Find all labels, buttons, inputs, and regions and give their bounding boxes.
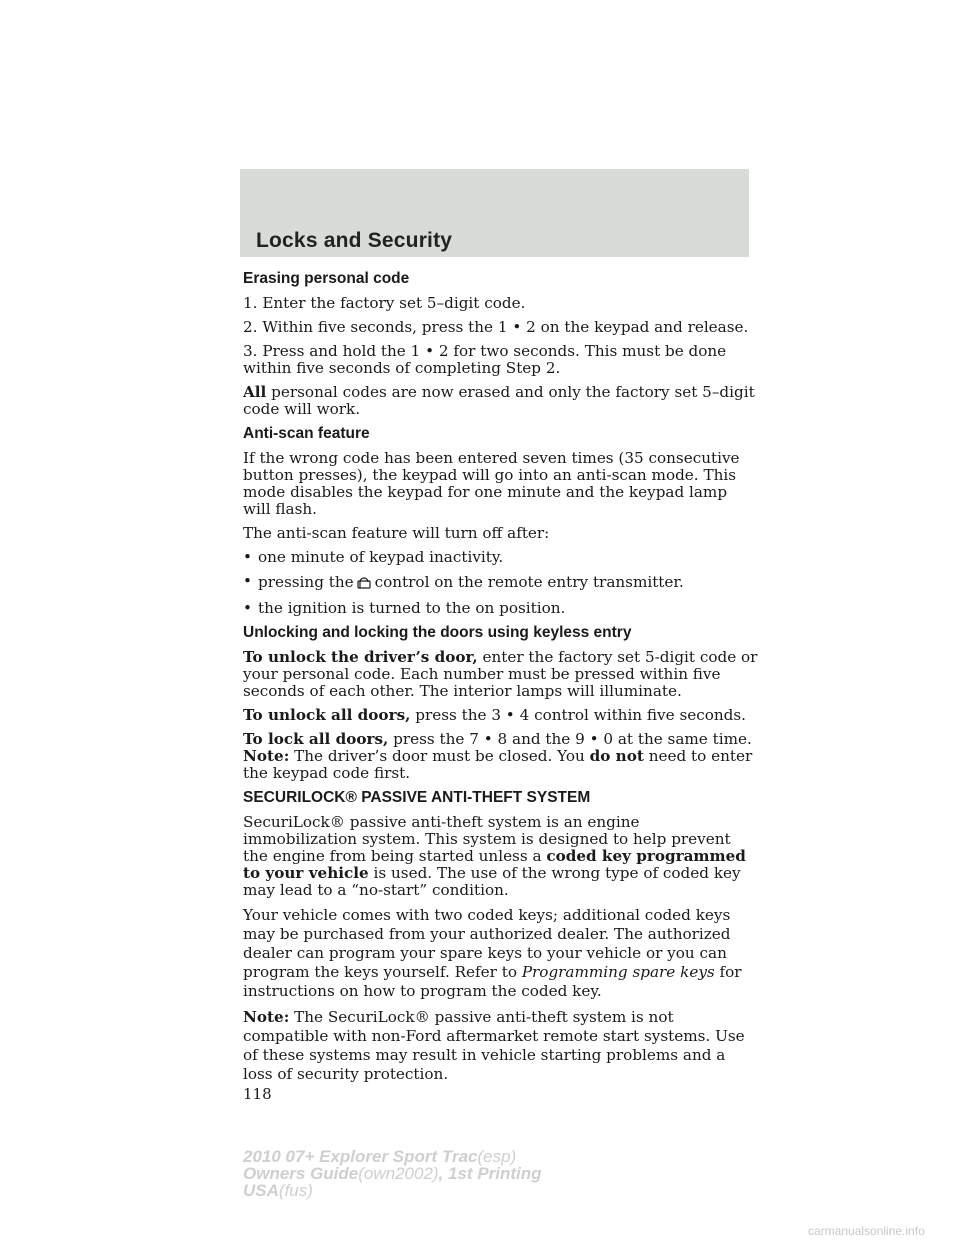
anti-scan-para-2: The anti-scan feature will turn off after: bbox=[243, 524, 550, 542]
bullet-icon: • bbox=[243, 599, 252, 617]
securilock-para-1-text: SecuriLock® passive anti-theft system is an engine immobilization system. This system is designed to help prevent the engine from being started unless a bbox=[243, 813, 731, 865]
keyless-lock-all-text: press the 7 • 8 and the 9 • 0 at the same time. bbox=[388, 730, 752, 748]
watermark: carmanualsonline.info bbox=[808, 1224, 925, 1238]
erasing-result-bold: All bbox=[243, 383, 267, 401]
footer-region-code: (fus) bbox=[278, 1181, 313, 1200]
list-item-text: one minute of keypad inactivity. bbox=[258, 548, 504, 566]
erasing-result-text: personal codes are now erased and only the factory set 5–digit code will work. bbox=[243, 383, 755, 418]
securilock-para-2-text: Your vehicle comes with two coded keys; additional coded keys may be purchased from your authorized dealer. The authorized dealer can program your spare keys to your vehicle or you can program the keys yourself. Refer to bbox=[243, 906, 731, 981]
keyless-unlock-driver-text: enter the factory set 5-digit code or your personal code. Each number must be pressed within five seconds of each other. The interior lamps will illuminate. bbox=[243, 648, 758, 700]
list-item-text: the ignition is turned to the on position. bbox=[258, 599, 566, 617]
programming-spare-keys-reference: Programming spare keys bbox=[521, 963, 715, 981]
page-content bbox=[243, 264, 758, 1091]
securilock-note-label: Note: bbox=[243, 1008, 290, 1026]
heading-keyless-entry: Unlocking and locking the doors using keyless entry bbox=[243, 624, 632, 641]
securilock-note bbox=[243, 1008, 758, 1084]
list-item-text: control on the remote entry transmitter. bbox=[374, 573, 684, 591]
keyless-note bbox=[243, 748, 758, 782]
keyless-note-text-end: need to enter the keypad code first. bbox=[243, 747, 753, 782]
anti-scan-para-1: If the wrong code has been entered seven times (35 consecutive button presses), the keypad will go into an anti-scan mode. This mode disables the keypad for one minute and the keypad lamp will flash. bbox=[243, 449, 740, 518]
securilock-note-text: The SecuriLock® passive anti-theft system is not compatible with non-Ford aftermarket remote start systems. Use of these systems may result in vehicle starting problems and a loss of security protection. bbox=[243, 1008, 745, 1083]
erasing-result bbox=[243, 384, 758, 418]
footer-line-model bbox=[243, 1148, 542, 1165]
footer-line-region bbox=[243, 1182, 542, 1199]
keyless-note-emphasis: do not bbox=[589, 747, 644, 765]
heading-erasing-code: Erasing personal code bbox=[243, 270, 410, 287]
unlock-remote-icon bbox=[356, 573, 372, 593]
footer-model-code: (esp) bbox=[477, 1147, 517, 1166]
list-item-text: pressing the bbox=[258, 573, 354, 591]
keyless-lock-all-bold: To lock all doors, bbox=[243, 730, 389, 748]
page-number: 118 bbox=[243, 1085, 272, 1103]
heading-anti-scan: Anti-scan feature bbox=[243, 425, 370, 442]
securilock-para-2-text-end: for instructions on how to program the coded key. bbox=[243, 963, 742, 1000]
keyless-unlock-driver bbox=[243, 649, 758, 700]
list-item bbox=[243, 549, 758, 566]
footer-model: 2010 07+ Explorer Sport Trac bbox=[243, 1147, 478, 1166]
footer-region: USA bbox=[243, 1181, 279, 1200]
securilock-para-1-bold: coded key programmed to your vehicle bbox=[243, 847, 746, 882]
anti-scan-list bbox=[243, 549, 758, 617]
print-footer bbox=[243, 1148, 542, 1199]
erasing-step-1: 1. Enter the factory set 5–digit code. bbox=[243, 294, 526, 312]
footer-line-guide bbox=[243, 1165, 542, 1182]
keyless-note-text: The driver’s door must be closed. You bbox=[289, 747, 590, 765]
footer-printing: , 1st Printing bbox=[438, 1164, 542, 1183]
securilock-para-1-text-end: is used. The use of the wrong type of coded key may lead to a “no-start” condition. bbox=[243, 864, 741, 899]
section-title: Locks and Security bbox=[256, 229, 453, 252]
erasing-step-3: 3. Press and hold the 1 • 2 for two seconds. This must be done within five seconds of completing Step 2. bbox=[243, 342, 727, 377]
securilock-para-2 bbox=[243, 906, 758, 1001]
keyless-unlock-all-text: press the 3 • 4 control within five seconds. bbox=[410, 706, 746, 724]
securilock-para-1 bbox=[243, 814, 758, 899]
bullet-icon: • bbox=[243, 548, 252, 566]
list-item bbox=[243, 600, 758, 617]
list-item bbox=[243, 573, 758, 593]
keyless-unlock-driver-bold: To unlock the driver’s door, bbox=[243, 648, 478, 666]
bullet-icon: • bbox=[243, 572, 252, 590]
heading-securilock: SECURILOCK® PASSIVE ANTI-THEFT SYSTEM bbox=[243, 789, 591, 806]
keyless-lock-all bbox=[243, 731, 758, 748]
keyless-unlock-all bbox=[243, 707, 758, 724]
keyless-note-label: Note: bbox=[243, 747, 290, 765]
footer-guide: Owners Guide bbox=[243, 1164, 359, 1183]
erasing-step-2: 2. Within five seconds, press the 1 • 2 on the keypad and release. bbox=[243, 318, 749, 336]
section-header-band bbox=[240, 169, 749, 257]
footer-guide-code: (own2002) bbox=[358, 1164, 439, 1183]
keyless-unlock-all-bold: To unlock all doors, bbox=[243, 706, 411, 724]
